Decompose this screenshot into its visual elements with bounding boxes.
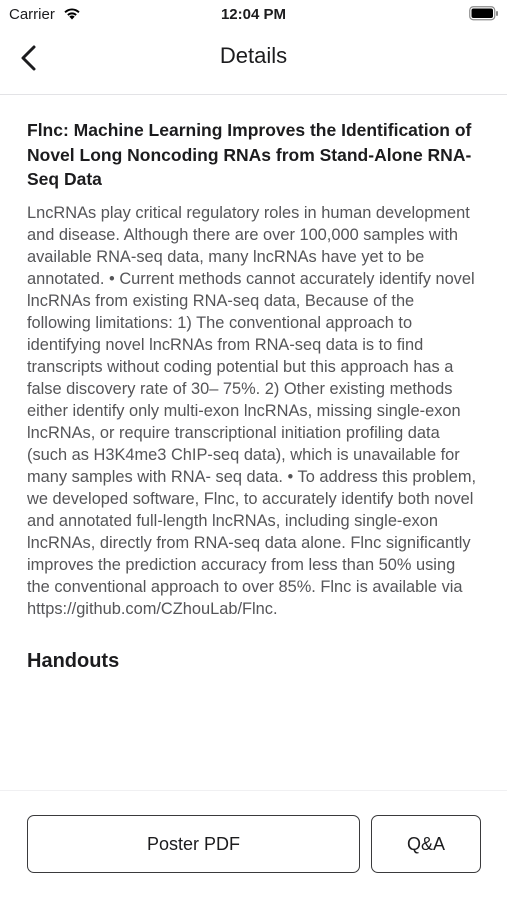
- details-content: [27, 118, 482, 673]
- poster-pdf-button[interactable]: Poster PDF: [27, 815, 360, 873]
- qa-button[interactable]: Q&A: [371, 815, 481, 873]
- navigation-bar: [0, 28, 507, 95]
- paper-title: Flnc: Machine Learning Improves the Identification of Novel Long Noncoding RNAs from Stand-Alone RNA-Seq Data: [27, 120, 472, 189]
- status-time: 12:04 PM: [220, 6, 287, 23]
- action-bar: [0, 790, 507, 901]
- carrier-label: Carrier: [9, 6, 55, 23]
- paper-abstract: LncRNAs play critical regulatory roles in human development and disease. Although there are over 100,000 samples with available RNA-seq data, many lncRNAs have yet to be annotated. • Current methods cannot accurately identify novel lncRNAs from existing RNA-seq data, Because of the following limitations: 1) The conventional approach to identifying novel lncRNAs from RNA-seq data is to find transcripts without coding potential but this approach has a false discovery rate of 30– 75%. 2) Other existing methods either identify only multi-exon lncRNAs, missing single-exon lncRNAs, or require transcriptional initiation profiling data (such as H3K4me3 ChIP-seq data), which is unavailable for many samples with RNA- seq data. • To address this problem, we developed software, Flnc, to accurately identify both novel and annotated full-length lncRNAs, including single-exon lncRNAs, directly from RNA-seq data alone. Flnc significantly improves the prediction accuracy from less than 50% using the conventional approach to over 85%. Flnc is available via https://github.com/CZhouLab/Flnc.: [27, 203, 477, 618]
- battery-icon: [469, 6, 499, 25]
- page-title: Details: [219, 43, 288, 68]
- handouts-heading: Handouts: [27, 649, 120, 672]
- status-bar: [0, 0, 507, 28]
